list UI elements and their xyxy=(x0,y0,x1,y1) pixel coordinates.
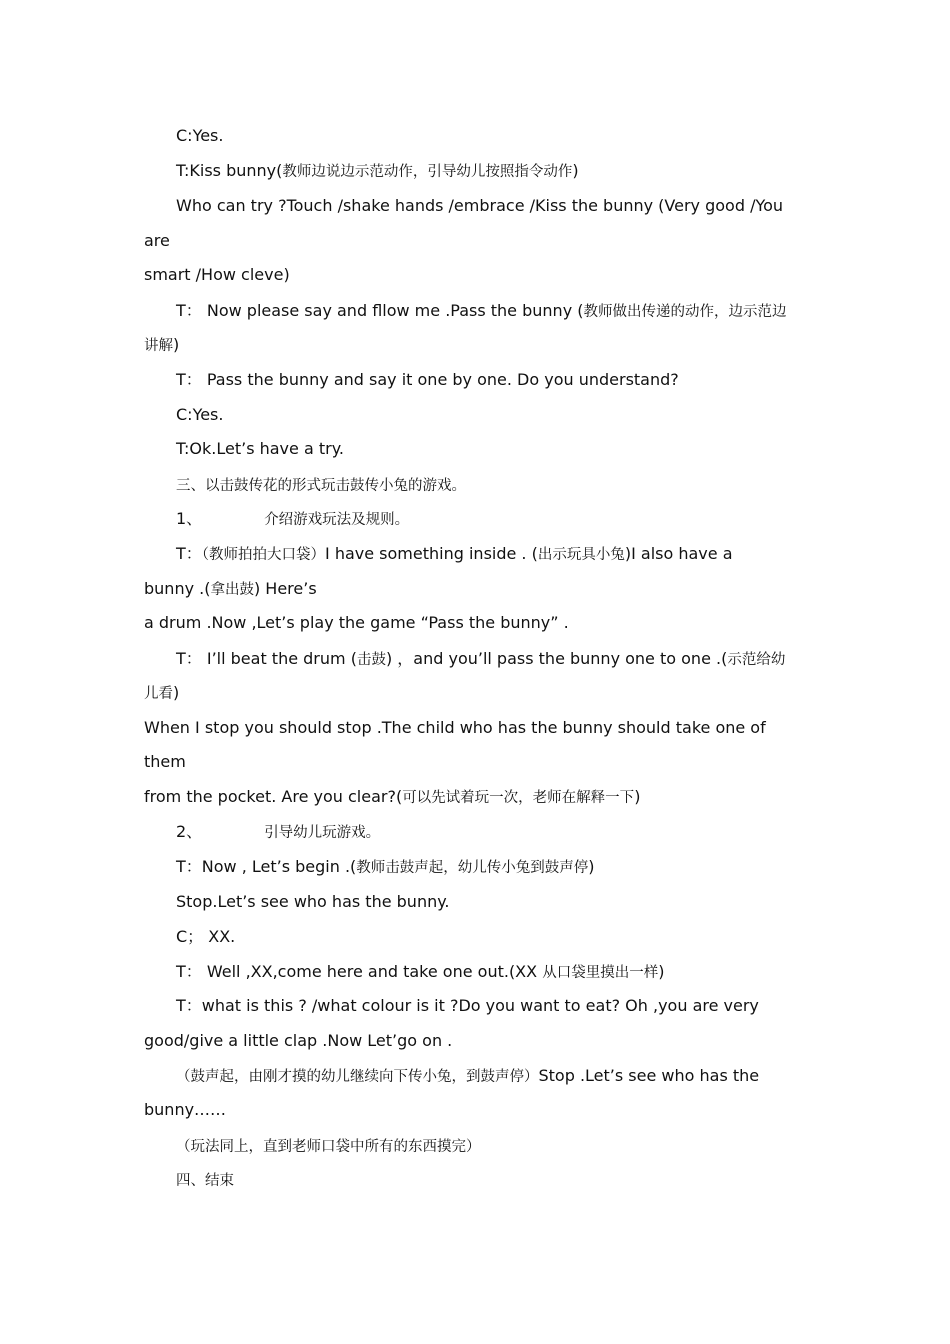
text-line xyxy=(176,161,579,182)
text-run: ) xyxy=(588,857,595,876)
text-line xyxy=(176,544,733,565)
text-line xyxy=(176,927,235,947)
text-run: I have something inside . ( xyxy=(325,544,538,563)
text-run-chinese: 从口袋里摸出一样 xyxy=(542,965,659,981)
text-run-chinese: 击鼓 xyxy=(356,652,386,668)
text-run: T：Now , Let’s begin .( xyxy=(176,857,357,876)
text-run: Who can try ?Touch /shake hands /embrace /Kiss the bunny (Very good /You xyxy=(176,196,784,215)
text-run: bunny…… xyxy=(144,1100,227,1119)
text-run: Stop .Let’s see who has the xyxy=(538,1066,760,1085)
text-line xyxy=(144,1100,226,1120)
text-line xyxy=(144,752,186,772)
text-line xyxy=(176,892,450,912)
text-run: When I stop you should stop .The child who has the bunny should take one of xyxy=(144,718,766,737)
text-line xyxy=(176,439,344,459)
text-run: them xyxy=(144,752,186,771)
text-run-chinese: 出示玩具小兔 xyxy=(537,547,625,563)
text-run: T： xyxy=(176,544,202,563)
text-run: T:Ok.Let’s have a try. xyxy=(176,439,344,458)
text-line xyxy=(176,649,785,670)
text-run: T： Pass the bunny and say it one by one. Do you understand? xyxy=(176,370,679,389)
text-line xyxy=(144,335,179,356)
text-run-chinese: 教师边说边示范动作，引导幼儿按照指令动作 xyxy=(282,164,573,180)
text-run: C； XX. xyxy=(176,927,236,946)
text-line xyxy=(144,787,640,808)
section-heading xyxy=(176,475,466,496)
text-run: )I also have a xyxy=(624,544,733,563)
text-run: C:Yes. xyxy=(176,126,224,145)
text-run: from the pocket. Are you clear?( xyxy=(144,787,403,806)
section-heading xyxy=(176,1170,234,1191)
text-run-chinese: 四、结束 xyxy=(176,1173,234,1189)
text-run: T：what is this ? /what colour is it ?Do you want to eat? Oh ,you are very xyxy=(176,996,759,1015)
text-run: ) xyxy=(572,161,579,180)
text-run: ) xyxy=(658,962,665,981)
text-run-chinese: 拿出鼓 xyxy=(210,582,254,598)
text-line xyxy=(176,962,664,983)
text-run-chinese: （鼓声起，由刚才摸的幼儿继续向下传小兔，到鼓声停） xyxy=(176,1069,539,1085)
text-run-chinese: 教师击鼓声起，幼儿传小兔到鼓声停 xyxy=(356,860,589,876)
text-run: ) xyxy=(634,787,641,806)
text-line xyxy=(176,126,223,146)
text-run: T:Kiss bunny( xyxy=(176,161,283,180)
text-run: ) ，and you’ll pass the bunny one to one .( xyxy=(385,649,728,668)
text-run: T： Well ,XX,come here and take one out.(XX xyxy=(176,962,543,981)
text-run-chinese: 儿看 xyxy=(144,686,173,702)
text-line xyxy=(176,857,595,878)
text-run-chinese: （教师拍拍大口袋） xyxy=(201,547,326,563)
text-run-chinese: 教师做出传递的动作，边示范边 xyxy=(583,304,787,320)
text-line xyxy=(144,718,766,738)
text-run: good/give a little clap .Now Let’go on . xyxy=(144,1031,453,1050)
text-run: T： Now please say and fllow me .Pass the bunny ( xyxy=(176,301,584,320)
text-line xyxy=(176,370,679,390)
text-run-chinese: 示范给幼 xyxy=(727,652,786,668)
text-run-chinese: 三、以击鼓传花的形式玩击鼓传小兔的游戏。 xyxy=(176,478,466,494)
text-line xyxy=(176,1066,759,1087)
text-run-chinese: 讲解 xyxy=(144,338,173,354)
numbered-item xyxy=(176,509,409,530)
item-number: 1、 xyxy=(176,509,203,528)
numbered-item xyxy=(176,822,380,843)
text-line xyxy=(144,231,170,251)
text-run: ) xyxy=(173,335,180,354)
text-run-chinese: 介绍游戏玩法及规则。 xyxy=(264,512,410,528)
text-run: Stop.Let’s see who has the bunny. xyxy=(176,892,450,911)
text-line xyxy=(144,613,569,633)
text-line xyxy=(144,579,317,600)
text-line xyxy=(176,301,787,322)
text-run-chinese: 可以先试着玩一次，老师在解释一下 xyxy=(402,790,635,806)
text-run-chinese: 引导幼儿玩游戏。 xyxy=(264,825,381,841)
text-line xyxy=(176,196,783,216)
text-run: C:Yes. xyxy=(176,405,224,424)
text-line xyxy=(144,683,179,704)
text-line xyxy=(176,996,759,1016)
text-line xyxy=(176,1136,481,1157)
item-number: 2、 xyxy=(176,822,203,841)
text-run: a drum .Now ,Let’s play the game “Pass the bunny” . xyxy=(144,613,569,632)
text-line xyxy=(144,1031,452,1051)
text-run: are xyxy=(144,231,170,250)
text-line xyxy=(176,405,223,425)
text-run: ) xyxy=(173,683,180,702)
text-run: smart /How cleve) xyxy=(144,265,290,284)
text-run: T： I’ll beat the drum ( xyxy=(176,649,357,668)
text-run: bunny .( xyxy=(144,579,211,598)
text-line xyxy=(144,265,290,285)
text-run-chinese: （玩法同上，直到老师口袋中所有的东西摸完） xyxy=(176,1139,481,1155)
text-run: ) Here’s xyxy=(253,579,317,598)
